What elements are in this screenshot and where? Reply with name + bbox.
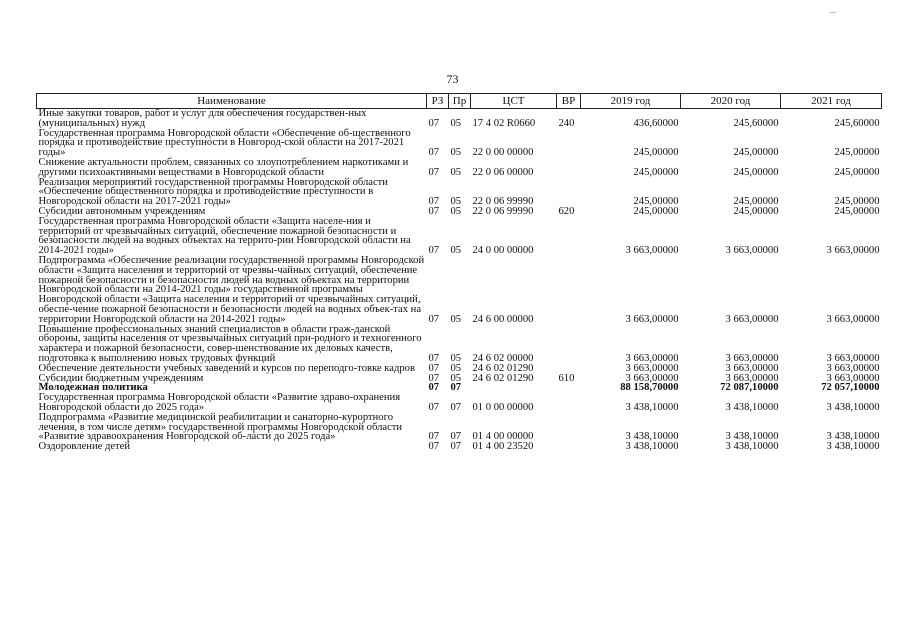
table-row [37, 325, 882, 364]
row-vr [557, 442, 581, 452]
row-cst: 22 0 06 99990 [472, 205, 534, 217]
row-cst: 24 6 02 01290 [472, 372, 534, 384]
row-name: Подпрограмма «Развитие медицинской реабилитации и санаторно-курортного лечения, в том числе детям» государственной программы Новгородской области «Развитие здравоохранения Новгородской об-ласти до 2025 года» [38, 411, 403, 443]
row-2021: 245,00000 [834, 166, 880, 178]
row-name: Иные закупки товаров, работ и услуг для обеспечения государствен-ных (муниципальных) нужд [38, 108, 367, 129]
row-2019: 436,60000 [633, 117, 679, 129]
row-2019: 3 663,00000 [625, 362, 679, 374]
scan-mark [830, 12, 836, 13]
row-rz: 07 [428, 117, 440, 129]
row-2020: 245,00000 [733, 196, 779, 208]
row-2020: 245,00000 [733, 147, 779, 159]
row-pr: 07 [450, 401, 462, 413]
row-2021: 3 438,10000 [826, 401, 880, 413]
row-vr: 620 [558, 205, 575, 217]
row-vr: 610 [558, 372, 575, 384]
row-rz: 07 [428, 382, 440, 394]
row-vr [557, 256, 581, 325]
row-2021: 3 438,10000 [826, 441, 880, 453]
row-2019: 245,00000 [633, 166, 679, 178]
row-rz: 07 [428, 362, 440, 374]
row-vr [557, 217, 581, 256]
table-row [37, 129, 882, 158]
row-pr: 05 [450, 166, 462, 178]
row-2021: 245,00000 [834, 196, 880, 208]
row-vr: 240 [558, 117, 575, 129]
row-2019: 3 663,00000 [625, 245, 679, 257]
row-rz: 07 [428, 205, 440, 217]
row-vr [557, 413, 581, 442]
row-2020: 3 663,00000 [725, 372, 779, 384]
row-2019: 88 158,70000 [620, 382, 679, 394]
budget-table [36, 93, 882, 452]
row-cst [471, 383, 557, 393]
table-header-row [37, 94, 882, 109]
row-rz: 07 [428, 372, 440, 384]
row-2020: 3 438,10000 [725, 431, 779, 443]
row-pr: 05 [450, 313, 462, 325]
row-rz: 07 [428, 166, 440, 178]
header-rz: РЗ [427, 94, 449, 109]
row-2019: 245,00000 [633, 147, 679, 159]
row-rz: 07 [428, 352, 440, 364]
header-2020: 2020 год [681, 94, 781, 109]
row-cst: 24 0 00 00000 [472, 245, 534, 257]
row-vr [557, 383, 581, 393]
row-2021: 72 057,10000 [821, 382, 880, 394]
row-pr: 05 [450, 372, 462, 384]
row-name: Государственная программа Новгородской области «Развитие здраво-охранения Новгородской области до 2025 года» [38, 392, 401, 413]
header-pr: Пр [449, 94, 471, 109]
row-name: Государственная программа Новгородской области «Обеспечение об-щественного порядка и противодействие преступности в Новгород-ской области на 2017-2021 годы» [38, 127, 411, 159]
row-name: Субсидии автономным учреждениям [38, 205, 206, 217]
row-2021: 3 438,10000 [826, 431, 880, 443]
row-2020: 3 663,00000 [725, 313, 779, 325]
row-2020: 3 663,00000 [725, 352, 779, 364]
row-rz: 07 [428, 147, 440, 159]
row-2021: 3 663,00000 [826, 372, 880, 384]
row-name: Подпрограмма «Обеспечение реализации государственной программы Новгородской области «Защита населения и территорий от чрезвы-чайных ситуаций, обеспечение пожарной безопасности и безопасности людей на водных объектах на территории Новгородской области на 2014-2021 годы» государственной программы Новгородской области «Защита населения и территорий от чрезвычайных ситуаций, обеспе-чение пожарной безопасности и безопасности людей на водных объек-тах на территории Новгородской области на 2014-2021 годы» [38, 254, 425, 325]
table-body [37, 109, 882, 452]
table-row [37, 393, 882, 413]
row-name: Обеспечение деятельности учебных заведений и курсов по переподго-товке кадров [38, 362, 415, 374]
row-2020: 72 087,10000 [720, 382, 779, 394]
row-cst: 22 0 00 00000 [472, 147, 534, 159]
row-cst: 22 0 06 99990 [472, 196, 534, 208]
row-2020: 245,00000 [733, 205, 779, 217]
row-name: Государственная программа Новгородской области «Защита населе-ния и территорий от чрезвычайных ситуаций, обеспечение пожарной безопасности и безопасности людей на водных объектах на террито-рии Новгородской области на 2014-2021 годы» [38, 215, 411, 257]
row-rz: 07 [428, 245, 440, 257]
row-rz: 07 [428, 196, 440, 208]
row-2019: 3 663,00000 [625, 352, 679, 364]
row-cst: 24 6 00 00000 [472, 313, 534, 325]
row-vr [557, 325, 581, 364]
row-2019: 3 663,00000 [625, 313, 679, 325]
row-2021: 3 663,00000 [826, 313, 880, 325]
row-pr: 05 [450, 117, 462, 129]
table-row [37, 217, 882, 256]
row-pr: 05 [450, 205, 462, 217]
row-cst: 01 4 00 23520 [472, 441, 534, 453]
header-2019: 2019 год [581, 94, 681, 109]
table-row [37, 413, 882, 442]
row-2020: 245,00000 [733, 166, 779, 178]
row-2021: 245,60000 [834, 117, 880, 129]
row-rz: 07 [428, 441, 440, 453]
row-name: Повышение профессиональных знаний специалистов в области граж-данской обороны, защиты населения от чрезвычайных ситуаций при-родного и техногенного характера и пожарной безопасности, совер-шенствование их деловых качеств, подготовка к выполнению новых трудовых функций [38, 323, 422, 364]
row-name: Реализация мероприятий государственной программы Новгородской области «Обеспечение общественного порядка и противодействие преступности в Новгородской области на 2017-2021 годы» [38, 176, 388, 208]
row-2021: 3 663,00000 [826, 352, 880, 364]
table-row [37, 178, 882, 207]
row-vr [557, 158, 581, 178]
row-2020: 3 663,00000 [725, 245, 779, 257]
row-2020: 3 438,10000 [725, 401, 779, 413]
row-name: Оздоровление детей [38, 441, 131, 453]
row-cst: 17 4 02 R0660 [472, 117, 536, 129]
table-row [37, 158, 882, 178]
row-cst: 24 6 02 00000 [472, 352, 534, 364]
row-cst: 01 4 00 00000 [472, 431, 534, 443]
row-2019: 245,00000 [633, 205, 679, 217]
row-2019: 3 438,10000 [625, 401, 679, 413]
row-2020: 3 438,10000 [725, 441, 779, 453]
row-2021: 245,00000 [834, 205, 880, 217]
row-pr: 05 [450, 352, 462, 364]
row-2019: 3 438,10000 [625, 441, 679, 453]
row-pr: 05 [450, 362, 462, 374]
row-2019: 245,00000 [633, 196, 679, 208]
row-pr: 07 [450, 382, 462, 394]
row-rz: 07 [428, 401, 440, 413]
header-name: Наименование [37, 94, 427, 109]
header-2021: 2021 год [781, 94, 882, 109]
row-cst: 24 6 02 01290 [472, 362, 534, 374]
row-2021: 3 663,00000 [826, 245, 880, 257]
row-vr [557, 393, 581, 413]
row-name: Субсидии бюджетным учреждениям [38, 372, 204, 384]
row-pr: 07 [450, 441, 462, 453]
table-row [37, 109, 882, 129]
table-row [37, 256, 882, 325]
row-cst: 01 0 00 00000 [472, 401, 534, 413]
row-2019: 3 663,00000 [625, 372, 679, 384]
row-pr: 05 [450, 147, 462, 159]
row-cst: 22 0 06 00000 [472, 166, 534, 178]
row-pr: 07 [450, 431, 462, 443]
row-2019: 3 438,10000 [625, 431, 679, 443]
row-pr: 05 [450, 245, 462, 257]
page-number: 73 [446, 72, 459, 86]
header-vr: ВР [557, 94, 581, 109]
row-name: Снижение актуальности проблем, связанных со злоупотреблением наркотиками и другими психоактивными веществами в Новгородской области [38, 156, 409, 178]
row-2021: 3 663,00000 [826, 362, 880, 374]
row-2020: 3 663,00000 [725, 362, 779, 374]
header-cst: ЦСТ [471, 94, 557, 109]
row-name: Молодежная политика [38, 382, 148, 394]
row-2021: 245,00000 [834, 147, 880, 159]
table-row [37, 442, 882, 452]
row-rz: 07 [428, 431, 440, 443]
row-vr [557, 129, 581, 158]
row-rz: 07 [428, 313, 440, 325]
row-vr [557, 178, 581, 207]
row-pr: 05 [450, 196, 462, 208]
row-2020: 245,60000 [733, 117, 779, 129]
